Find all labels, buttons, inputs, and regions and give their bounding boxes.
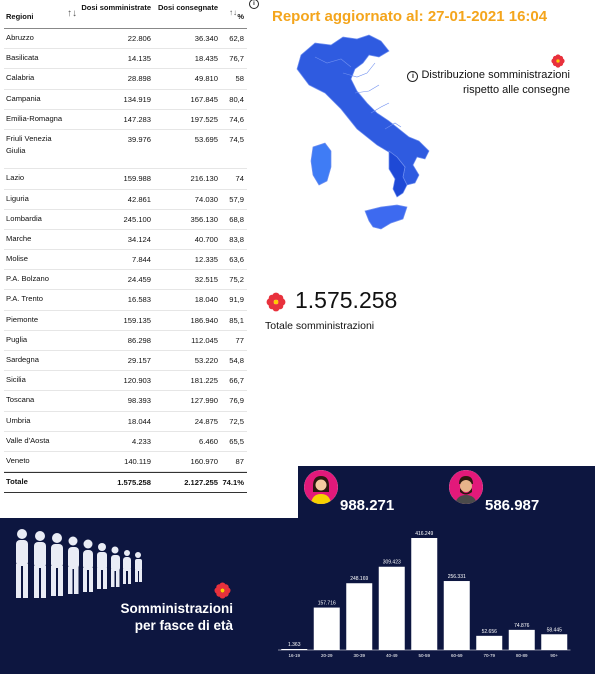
flower-icon (551, 54, 565, 68)
age-category-label: 80-89 (515, 653, 528, 658)
delivered-cell: 53.695 (194, 134, 218, 144)
region-cell: Piemonte (6, 314, 39, 324)
percent-cell: 74,5 (229, 134, 244, 144)
administered-cell: 7.844 (131, 255, 151, 265)
age-category-label: 90+ (550, 653, 559, 658)
map-region-shape (311, 143, 331, 185)
bar-value-label: 1.363 (287, 642, 301, 648)
region-cell: Marche (6, 233, 32, 243)
table-row (4, 29, 247, 49)
percent-cell: 63,6 (229, 255, 244, 265)
bar-value-label: 248.169 (350, 576, 369, 583)
delivered-cell: 112.045 (191, 335, 218, 345)
bar-value-label: 52.656 (481, 628, 497, 635)
region-cell: Friuli Venezia Giulia (6, 133, 52, 155)
region-cell: Abruzzo (6, 33, 34, 42)
region-cell: Puglia (6, 334, 28, 344)
sort-icon[interactable]: ↑↓ (67, 8, 77, 19)
table-row (4, 190, 247, 210)
percent-cell: 57,9 (229, 194, 244, 204)
italy-map[interactable] (285, 33, 435, 238)
table-row (4, 270, 247, 290)
delivered-cell: 40.700 (194, 234, 218, 244)
total-administered-label: Totale somministrazioni (265, 320, 375, 332)
percent-cell: 62,8 (229, 34, 244, 43)
age-category-label: 16-19 (288, 653, 301, 658)
delivered-cell: 53.220 (194, 356, 218, 366)
region-cell: Sardegna (6, 355, 39, 365)
region-cell: Basilicata (6, 53, 39, 63)
region-cell: P.A. Trento (6, 294, 44, 304)
table-body (4, 29, 247, 472)
region-cell: Veneto (6, 455, 30, 465)
percent-cell: 72,5 (229, 416, 244, 426)
delivered-cell: 32.515 (194, 275, 218, 285)
administered-cell: 245.100 (123, 214, 151, 224)
percent-cell: 80,4 (229, 94, 244, 104)
administered-cell: 4.233 (131, 436, 151, 446)
table-row (4, 230, 247, 250)
info-icon[interactable]: i (407, 71, 418, 82)
total-label: Totale (6, 477, 28, 487)
region-cell: Lazio (6, 173, 25, 183)
table-row (4, 351, 247, 371)
percent-cell: 54,8 (229, 356, 244, 366)
administered-cell: 39.976 (127, 134, 151, 144)
percent-cell: 83,8 (229, 234, 244, 244)
age-category-label: 50-59 (418, 653, 431, 658)
total-delivered: 2.127.255 (184, 478, 218, 488)
delivered-cell: 18.040 (194, 295, 218, 305)
delivered-cell: 6.460 (198, 436, 218, 446)
age-category-label: 70-79 (483, 653, 496, 658)
column-header-percent[interactable]: % (237, 12, 244, 21)
delivered-cell: 36.340 (194, 34, 218, 43)
percent-cell: 91,9 (229, 295, 244, 305)
table-row (4, 210, 247, 230)
region-cell: Liguria (6, 193, 29, 203)
bar-value-label: 74.876 (514, 622, 530, 629)
column-header-delivered[interactable]: Dosi consegnate (157, 3, 218, 12)
table-header (4, 0, 255, 29)
table-row (4, 169, 247, 189)
table-row (4, 311, 247, 331)
percent-cell: 77 (235, 335, 244, 345)
region-cell: Sicilia (6, 375, 26, 385)
percent-cell: 85,1 (229, 315, 244, 325)
male-avatar-icon (449, 470, 483, 504)
delivered-cell: 49.810 (194, 74, 218, 84)
table-row (4, 290, 247, 310)
table-row (4, 331, 247, 351)
map-region-shape (365, 205, 407, 229)
administered-cell: 16.583 (127, 295, 151, 305)
age-chart-title-line-2: per fasce di età (134, 618, 233, 633)
administered-cell: 86.298 (127, 335, 151, 345)
administered-cell: 159.135 (123, 315, 151, 325)
delivered-cell: 74.030 (194, 194, 218, 204)
bar-value-label: 58.445 (546, 627, 562, 634)
table-row (4, 130, 247, 169)
table-total-row (4, 472, 247, 493)
delivered-cell: 24.875 (194, 416, 218, 426)
administered-cell: 29.157 (127, 356, 151, 366)
legend-line-2: rispetto alle consegne (462, 84, 570, 96)
percent-cell: 74,6 (229, 114, 244, 124)
delivered-cell: 12.335 (194, 255, 218, 265)
info-icon[interactable]: i (249, 0, 259, 9)
table-row (4, 69, 247, 89)
table-row (4, 110, 247, 130)
age-category-label: 30-39 (353, 653, 366, 658)
region-cell: P.A. Bolzano (6, 274, 49, 284)
legend-line-1: Distribuzione somministrazioni (421, 69, 570, 81)
administered-cell: 120.903 (123, 376, 151, 386)
table-row (4, 250, 247, 270)
bar-value-label: 309.423 (382, 559, 401, 566)
delivered-cell: 127.990 (190, 396, 218, 406)
column-header-administered[interactable]: Dosi somministrate (81, 3, 151, 12)
report-timestamp: Report aggiornato al: 27-01-2021 16:04 (272, 8, 548, 25)
delivered-cell: 167.845 (190, 94, 218, 104)
table-row (4, 452, 247, 472)
percent-cell: 76,9 (229, 396, 244, 406)
administered-cell: 22.806 (127, 34, 151, 43)
administered-cell: 28.898 (127, 74, 151, 84)
regions-table (4, 0, 255, 493)
region-cell: Lombardia (6, 213, 42, 223)
region-cell: Emilia-Romagna (6, 113, 63, 123)
delivered-cell: 181.225 (190, 376, 218, 386)
percent-cell: 87 (235, 456, 244, 466)
delivered-cell: 216.130 (190, 174, 218, 184)
delivered-cell: 160.970 (190, 456, 218, 466)
table-row (4, 90, 247, 110)
percent-cell: 76,7 (229, 54, 244, 64)
total-percent: 74.1% (222, 478, 244, 488)
administered-cell: 42.861 (127, 194, 151, 204)
percent-cell: 65,5 (229, 436, 244, 446)
map-legend (398, 68, 570, 98)
bar-value-label: 256.331 (447, 574, 466, 581)
total-administered: 1.575.258 (117, 478, 151, 488)
column-header-region[interactable]: Regioni (6, 12, 34, 21)
bar-value-label: 157.716 (317, 600, 336, 607)
table-row (4, 49, 247, 69)
age-chart-title-line-1: Somministrazioni (120, 601, 233, 616)
administered-cell: 147.283 (123, 114, 151, 124)
table-row (4, 412, 247, 432)
administered-cell: 24.459 (127, 275, 151, 285)
administered-cell: 18.044 (127, 416, 151, 426)
percent-cell: 66,7 (229, 376, 244, 386)
region-cell: Campania (6, 93, 41, 103)
table-row (4, 391, 247, 411)
female-count: 988.271 (340, 497, 395, 514)
flower-icon (214, 582, 231, 599)
total-administered-value: 1.575.258 (295, 287, 398, 313)
administered-cell: 14.135 (127, 54, 151, 64)
administered-cell: 34.124 (127, 234, 151, 244)
administered-cell: 134.919 (123, 94, 151, 104)
region-cell: Molise (6, 254, 28, 264)
percent-cell: 75,2 (229, 275, 244, 285)
age-chart-title (108, 600, 233, 634)
delivered-cell: 18.435 (194, 54, 218, 64)
male-count: 586.987 (485, 497, 540, 514)
flower-icon (266, 292, 286, 312)
table-row (4, 432, 247, 452)
delivered-cell: 197.525 (190, 114, 218, 124)
region-cell: Calabria (6, 73, 35, 83)
region-cell: Umbria (6, 415, 31, 425)
age-category-label: 60-69 (450, 653, 463, 658)
age-category-label: 40-49 (385, 653, 398, 658)
region-cell: Toscana (6, 395, 35, 405)
age-category-label: 20-29 (320, 653, 333, 658)
administered-cell: 98.393 (127, 396, 151, 406)
table-row (4, 371, 247, 391)
delivered-cell: 356.130 (190, 214, 218, 224)
administered-cell: 140.119 (124, 456, 151, 466)
sort-icon[interactable]: ↑↓ (229, 8, 237, 17)
region-cell: Valle d'Aosta (6, 435, 50, 445)
bar-value-label: 416.249 (415, 531, 434, 537)
percent-cell: 58 (235, 74, 244, 84)
percent-cell: 68,8 (229, 214, 244, 224)
female-avatar-icon (304, 470, 338, 504)
administered-cell: 159.988 (123, 174, 151, 184)
delivered-cell: 186.940 (190, 315, 218, 325)
percent-cell: 74 (235, 174, 244, 184)
